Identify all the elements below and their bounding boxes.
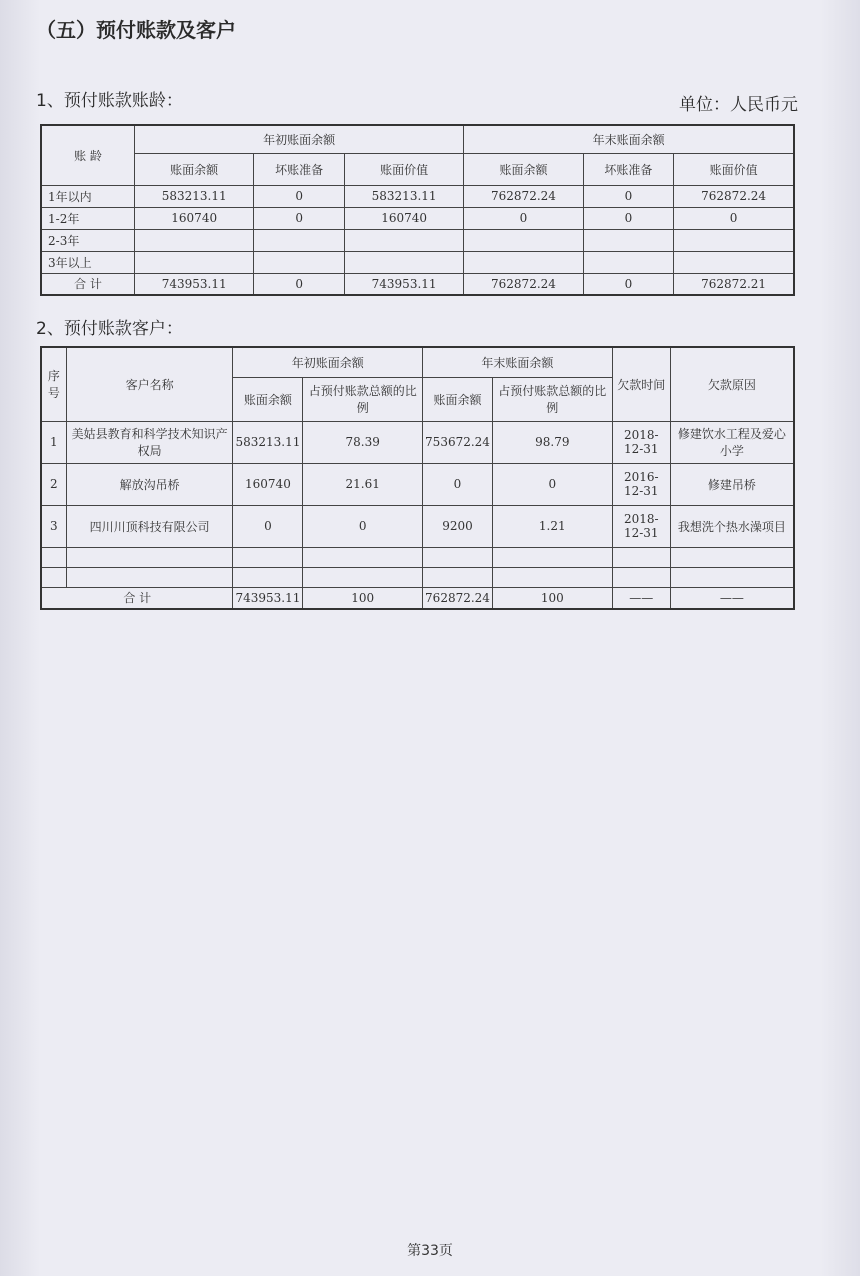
customers-table: [40, 346, 795, 610]
customers-title: 2、预付账款客户：: [36, 319, 183, 339]
unit-label: 单位：人民币元: [679, 95, 798, 115]
cell: 1: [41, 421, 66, 463]
cell: [670, 547, 794, 567]
cell: [303, 567, 423, 587]
cell: 2018-12-31: [612, 421, 670, 463]
cell: 解放沟吊桥: [66, 463, 233, 505]
section-title: （五）预付账款及客户: [36, 18, 236, 42]
cell: 762872.24: [464, 185, 583, 207]
cell: ——: [612, 587, 670, 609]
cell: 78.39: [303, 421, 423, 463]
cell: 我想洗个热水澡项目: [670, 505, 794, 547]
cell: [233, 567, 303, 587]
table-row: [41, 229, 794, 251]
table-row: [41, 547, 794, 567]
cell: [492, 547, 612, 567]
cell: [674, 251, 794, 273]
cell: 3: [41, 505, 66, 547]
cell: 762872.24: [674, 185, 794, 207]
col-ratio-header: 占预付账款总额的比例: [492, 377, 612, 421]
col-header: 账面价值: [344, 153, 463, 185]
table-row: [41, 463, 794, 505]
cell: 0: [583, 207, 674, 229]
cell: 1-2年: [41, 207, 135, 229]
cell: [670, 567, 794, 587]
cell: [233, 547, 303, 567]
cell: [423, 547, 493, 567]
cell: 修建吊桥: [670, 463, 794, 505]
cell: [254, 229, 345, 251]
cell: [66, 567, 233, 587]
cell: [344, 229, 463, 251]
col-balance-header: 账面余额: [423, 377, 493, 421]
cell: [344, 251, 463, 273]
cell: 合 计: [41, 587, 233, 609]
cell: [612, 547, 670, 567]
cell: 753672.24: [423, 421, 493, 463]
table-row: [41, 505, 794, 547]
col-no-header: 序号: [41, 347, 66, 421]
cell: [135, 229, 254, 251]
col-header: 账面价值: [674, 153, 794, 185]
cell: 100: [492, 587, 612, 609]
cell: [464, 251, 583, 273]
cell: [674, 229, 794, 251]
cell: 0: [254, 185, 345, 207]
cell: 762872.21: [674, 273, 794, 295]
cell: 0: [583, 185, 674, 207]
cell: 762872.24: [423, 587, 493, 609]
cell: 合 计: [41, 273, 135, 295]
page-number: 第33页: [407, 1243, 453, 1259]
cell: 2016-12-31: [612, 463, 670, 505]
col-ratio-header: 占预付账款总额的比例: [303, 377, 423, 421]
cell: [135, 251, 254, 273]
cell: 修建饮水工程及爱心小学: [670, 421, 794, 463]
aging-table: [40, 124, 795, 296]
cell: [423, 567, 493, 587]
table-row: [41, 207, 794, 229]
cell: 0: [254, 273, 345, 295]
cell: 743953.11: [135, 273, 254, 295]
col-age-header: 账 龄: [41, 125, 135, 185]
cell: 0: [423, 463, 493, 505]
cell: 0: [464, 207, 583, 229]
group-start-header: 年初账面余额: [135, 125, 464, 153]
cell: [254, 251, 345, 273]
cell: [583, 251, 674, 273]
col-name-header: 客户名称: [66, 347, 233, 421]
cell: [464, 229, 583, 251]
cell: [583, 229, 674, 251]
group-start-header: 年初账面余额: [233, 347, 423, 377]
cell: [41, 547, 66, 567]
cell: 0: [674, 207, 794, 229]
cell: 9200: [423, 505, 493, 547]
table-row: [41, 567, 794, 587]
cell: [66, 547, 233, 567]
cell: 98.79: [492, 421, 612, 463]
col-time-header: 欠款时间: [612, 347, 670, 421]
cell: 762872.24: [464, 273, 583, 295]
cell: 3年以上: [41, 251, 135, 273]
cell: 583213.11: [233, 421, 303, 463]
cell: 美姑县教育和科学技术知识产权局: [66, 421, 233, 463]
aging-title: 1、预付账款账龄：: [36, 91, 183, 111]
cell: [492, 567, 612, 587]
col-header: 坏账准备: [254, 153, 345, 185]
col-header: 账面余额: [464, 153, 583, 185]
cell: 583213.11: [344, 185, 463, 207]
cell: 0: [233, 505, 303, 547]
cell: 583213.11: [135, 185, 254, 207]
cell: 2-3年: [41, 229, 135, 251]
col-reason-header: 欠款原因: [670, 347, 794, 421]
total-row: [41, 587, 794, 609]
cell: 743953.11: [233, 587, 303, 609]
cell: [612, 567, 670, 587]
cell: 2018-12-31: [612, 505, 670, 547]
cell: 1年以内: [41, 185, 135, 207]
table-row: [41, 251, 794, 273]
total-row: [41, 273, 794, 295]
col-balance-header: 账面余额: [233, 377, 303, 421]
table-row: [41, 421, 794, 463]
cell: 0: [303, 505, 423, 547]
cell: 0: [492, 463, 612, 505]
cell: 0: [583, 273, 674, 295]
group-end-header: 年末账面余额: [464, 125, 794, 153]
cell: 160740: [233, 463, 303, 505]
col-header: 坏账准备: [583, 153, 674, 185]
cell: 0: [254, 207, 345, 229]
col-header: 账面余额: [135, 153, 254, 185]
cell: 743953.11: [344, 273, 463, 295]
cell: 100: [303, 587, 423, 609]
cell: 160740: [344, 207, 463, 229]
cell: [41, 567, 66, 587]
cell: [303, 547, 423, 567]
table-row: [41, 185, 794, 207]
cell: ——: [670, 587, 794, 609]
cell: 2: [41, 463, 66, 505]
cell: 21.61: [303, 463, 423, 505]
cell: 四川川顶科技有限公司: [66, 505, 233, 547]
group-end-header: 年末账面余额: [423, 347, 613, 377]
cell: 160740: [135, 207, 254, 229]
cell: 1.21: [492, 505, 612, 547]
